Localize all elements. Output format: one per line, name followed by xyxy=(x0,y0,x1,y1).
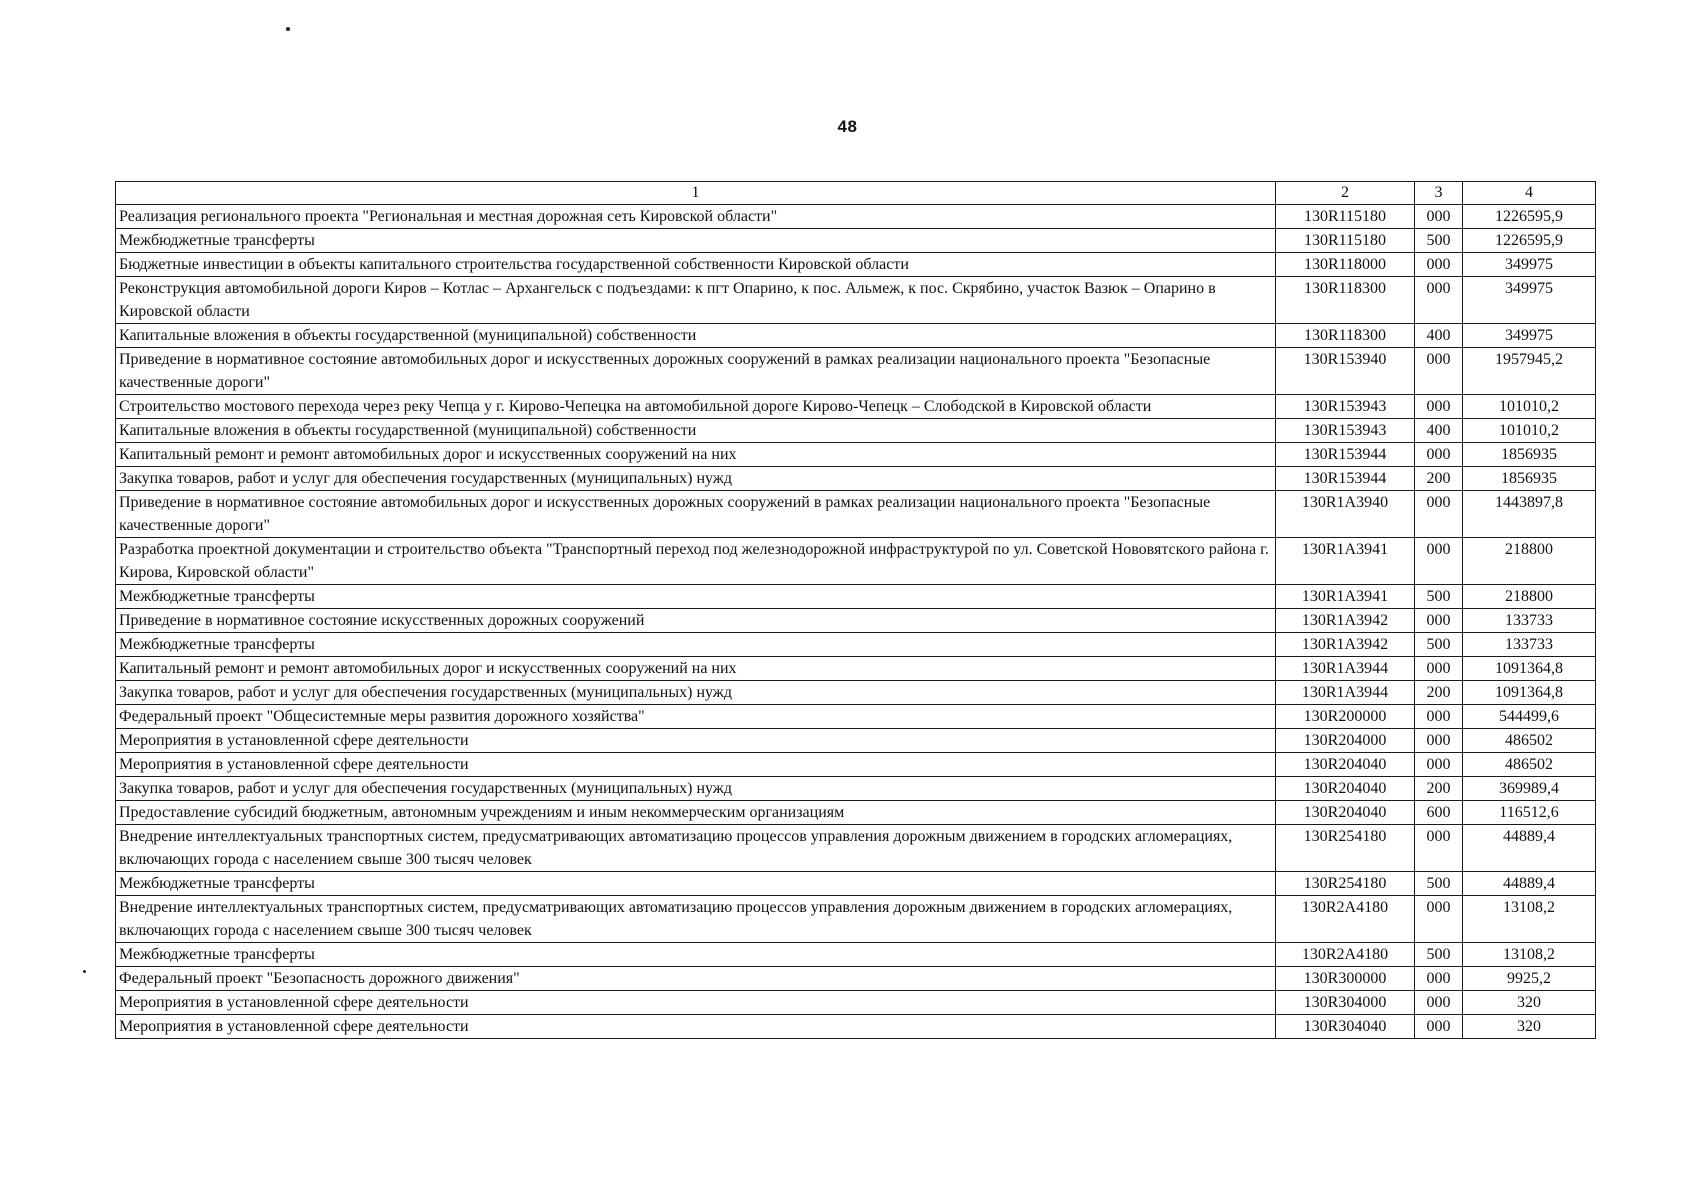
budget-table-container xyxy=(115,181,1595,1039)
code-cell: 130R1A3944 xyxy=(1276,657,1415,681)
amount-cell: 486502 xyxy=(1463,753,1596,777)
name-cell: Капитальный ремонт и ремонт автомобильных дорог и искусственных сооружений на них xyxy=(116,657,1276,681)
amount-cell: 1443897,8 xyxy=(1463,491,1596,538)
code-cell: 130R304040 xyxy=(1276,1015,1415,1039)
amount-cell: 1226595,9 xyxy=(1463,229,1596,253)
expense-type-cell: 400 xyxy=(1415,419,1463,443)
amount-cell: 9925,2 xyxy=(1463,967,1596,991)
code-cell: 130R118300 xyxy=(1276,324,1415,348)
header-row xyxy=(116,182,1596,205)
name-cell: Межбюджетные трансферты xyxy=(116,229,1276,253)
code-cell: 130R1A3941 xyxy=(1276,538,1415,585)
expense-type-cell: 200 xyxy=(1415,777,1463,801)
name-cell: Закупка товаров, работ и услуг для обеспечения государственных (муниципальных) нужд xyxy=(116,777,1276,801)
table-row xyxy=(116,967,1596,991)
name-cell: Закупка товаров, работ и услуг для обеспечения государственных (муниципальных) нужд xyxy=(116,467,1276,491)
expense-type-cell: 000 xyxy=(1415,825,1463,872)
table-row xyxy=(116,419,1596,443)
expense-type-cell: 000 xyxy=(1415,896,1463,943)
table-row xyxy=(116,348,1596,395)
table-row xyxy=(116,801,1596,825)
name-cell: Внедрение интеллектуальных транспортных систем, предусматривающих автоматизацию процессов управления дорожным движением в городских агломерациях, включающих города с населением свыше 300 тысяч человек xyxy=(116,896,1276,943)
table-row xyxy=(116,609,1596,633)
page-number: 48 xyxy=(837,117,858,136)
table-row xyxy=(116,585,1596,609)
name-cell: Внедрение интеллектуальных транспортных систем, предусматривающих автоматизацию процессов управления дорожным движением в городских агломерациях, включающих города с населением свыше 300 тысяч человек xyxy=(116,825,1276,872)
scan-speck xyxy=(286,27,290,31)
table-row xyxy=(116,229,1596,253)
code-cell: 130R2A4180 xyxy=(1276,943,1415,967)
name-cell: Реализация регионального проекта "Региональная и местная дорожная сеть Кировской области" xyxy=(116,205,1276,229)
code-cell: 130R204000 xyxy=(1276,729,1415,753)
table-row xyxy=(116,205,1596,229)
amount-cell: 218800 xyxy=(1463,585,1596,609)
expense-type-cell: 000 xyxy=(1415,967,1463,991)
code-cell: 130R115180 xyxy=(1276,229,1415,253)
name-cell: Мероприятия в установленной сфере деятельности xyxy=(116,729,1276,753)
name-cell: Межбюджетные трансферты xyxy=(116,943,1276,967)
name-cell: Межбюджетные трансферты xyxy=(116,633,1276,657)
table-row xyxy=(116,896,1596,943)
code-cell: 130R153943 xyxy=(1276,395,1415,419)
expense-type-cell: 500 xyxy=(1415,943,1463,967)
code-cell: 130R153943 xyxy=(1276,419,1415,443)
name-cell: Предоставление субсидий бюджетным, автономным учреждениям и иным некоммерческим организациям xyxy=(116,801,1276,825)
table-row xyxy=(116,705,1596,729)
name-cell: Строительство мостового перехода через реку Чепца у г. Кирово-Чепецка на автомобильной дороге Кирово-Чепецк – Слободской в Кировской области xyxy=(116,395,1276,419)
amount-cell: 101010,2 xyxy=(1463,395,1596,419)
column-header-1: 1 xyxy=(116,182,1276,205)
code-cell: 130R204040 xyxy=(1276,753,1415,777)
amount-cell: 320 xyxy=(1463,1015,1596,1039)
code-cell: 130R153944 xyxy=(1276,443,1415,467)
name-cell: Федеральный проект "Общесистемные меры развития дорожного хозяйства" xyxy=(116,705,1276,729)
expense-type-cell: 000 xyxy=(1415,443,1463,467)
expense-type-cell: 000 xyxy=(1415,657,1463,681)
name-cell: Межбюджетные трансферты xyxy=(116,585,1276,609)
table-row xyxy=(116,777,1596,801)
expense-type-cell: 000 xyxy=(1415,609,1463,633)
table-row xyxy=(116,825,1596,872)
code-cell: 130R254180 xyxy=(1276,825,1415,872)
amount-cell: 116512,6 xyxy=(1463,801,1596,825)
expense-type-cell: 000 xyxy=(1415,729,1463,753)
amount-cell: 1957945,2 xyxy=(1463,348,1596,395)
table-row xyxy=(116,633,1596,657)
table-row xyxy=(116,443,1596,467)
table-row xyxy=(116,538,1596,585)
column-header-2: 2 xyxy=(1276,182,1415,205)
expense-type-cell: 000 xyxy=(1415,753,1463,777)
expense-type-cell: 000 xyxy=(1415,705,1463,729)
table-row xyxy=(116,467,1596,491)
name-cell: Мероприятия в установленной сфере деятельности xyxy=(116,753,1276,777)
code-cell: 130R204040 xyxy=(1276,801,1415,825)
expense-type-cell: 000 xyxy=(1415,538,1463,585)
budget-table xyxy=(115,181,1596,1039)
table-row xyxy=(116,729,1596,753)
expense-type-cell: 000 xyxy=(1415,348,1463,395)
code-cell: 130R300000 xyxy=(1276,967,1415,991)
name-cell: Капитальный ремонт и ремонт автомобильных дорог и искусственных сооружений на них xyxy=(116,443,1276,467)
name-cell: Мероприятия в установленной сфере деятельности xyxy=(116,1015,1276,1039)
code-cell: 130R153940 xyxy=(1276,348,1415,395)
expense-type-cell: 000 xyxy=(1415,277,1463,324)
amount-cell: 218800 xyxy=(1463,538,1596,585)
name-cell: Приведение в нормативное состояние автомобильных дорог и искусственных дорожных сооружений в рамках реализации национального проекта "Безопасные качественные дороги" xyxy=(116,491,1276,538)
code-cell: 130R1A3941 xyxy=(1276,585,1415,609)
expense-type-cell: 000 xyxy=(1415,491,1463,538)
name-cell: Приведение в нормативное состояние искусственных дорожных сооружений xyxy=(116,609,1276,633)
name-cell: Бюджетные инвестиции в объекты капитального строительства государственной собственности Кировской области xyxy=(116,253,1276,277)
scan-speck xyxy=(83,970,86,973)
table-body xyxy=(116,205,1596,1039)
code-cell: 130R254180 xyxy=(1276,872,1415,896)
amount-cell: 320 xyxy=(1463,991,1596,1015)
expense-type-cell: 200 xyxy=(1415,681,1463,705)
name-cell: Межбюджетные трансферты xyxy=(116,872,1276,896)
table-row xyxy=(116,491,1596,538)
code-cell: 130R118000 xyxy=(1276,253,1415,277)
expense-type-cell: 000 xyxy=(1415,395,1463,419)
amount-cell: 544499,6 xyxy=(1463,705,1596,729)
name-cell: Капитальные вложения в объекты государственной (муниципальной) собственности xyxy=(116,324,1276,348)
amount-cell: 486502 xyxy=(1463,729,1596,753)
table-row xyxy=(116,395,1596,419)
amount-cell: 13108,2 xyxy=(1463,896,1596,943)
amount-cell: 1091364,8 xyxy=(1463,681,1596,705)
table-row xyxy=(116,657,1596,681)
name-cell: Разработка проектной документации и строительство объекта "Транспортный переход под железнодорожной инфраструктурой по ул. Советской Нововятского района г. Кирова, Кировской области" xyxy=(116,538,1276,585)
expense-type-cell: 200 xyxy=(1415,467,1463,491)
amount-cell: 133733 xyxy=(1463,633,1596,657)
name-cell: Мероприятия в установленной сфере деятельности xyxy=(116,991,1276,1015)
amount-cell: 101010,2 xyxy=(1463,419,1596,443)
expense-type-cell: 400 xyxy=(1415,324,1463,348)
amount-cell: 1856935 xyxy=(1463,467,1596,491)
table-row xyxy=(116,872,1596,896)
name-cell: Приведение в нормативное состояние автомобильных дорог и искусственных дорожных сооружений в рамках реализации национального проекта "Безопасные качественные дороги" xyxy=(116,348,1276,395)
name-cell: Федеральный проект "Безопасность дорожного движения" xyxy=(116,967,1276,991)
name-cell: Капитальные вложения в объекты государственной (муниципальной) собственности xyxy=(116,419,1276,443)
amount-cell: 349975 xyxy=(1463,277,1596,324)
code-cell: 130R200000 xyxy=(1276,705,1415,729)
code-cell: 130R115180 xyxy=(1276,205,1415,229)
code-cell: 130R1A3940 xyxy=(1276,491,1415,538)
code-cell: 130R304000 xyxy=(1276,991,1415,1015)
column-header-3: 3 xyxy=(1415,182,1463,205)
table-row xyxy=(116,324,1596,348)
expense-type-cell: 000 xyxy=(1415,991,1463,1015)
amount-cell: 1856935 xyxy=(1463,443,1596,467)
amount-cell: 1226595,9 xyxy=(1463,205,1596,229)
amount-cell: 349975 xyxy=(1463,324,1596,348)
code-cell: 130R118300 xyxy=(1276,277,1415,324)
table-row xyxy=(116,277,1596,324)
code-cell: 130R1A3944 xyxy=(1276,681,1415,705)
expense-type-cell: 600 xyxy=(1415,801,1463,825)
expense-type-cell: 500 xyxy=(1415,872,1463,896)
table-row xyxy=(116,753,1596,777)
name-cell: Реконструкция автомобильной дороги Киров – Котлас – Архангельск с подъездами: к пгт Опарино, к пос. Альмеж, к пос. Скрябино, участок Вазюк – Опарино в Кировской области xyxy=(116,277,1276,324)
amount-cell: 349975 xyxy=(1463,253,1596,277)
expense-type-cell: 000 xyxy=(1415,1015,1463,1039)
expense-type-cell: 500 xyxy=(1415,229,1463,253)
expense-type-cell: 500 xyxy=(1415,633,1463,657)
amount-cell: 369989,4 xyxy=(1463,777,1596,801)
table-row xyxy=(116,1015,1596,1039)
expense-type-cell: 000 xyxy=(1415,205,1463,229)
expense-type-cell: 000 xyxy=(1415,253,1463,277)
code-cell: 130R204040 xyxy=(1276,777,1415,801)
amount-cell: 13108,2 xyxy=(1463,943,1596,967)
amount-cell: 44889,4 xyxy=(1463,825,1596,872)
table-row xyxy=(116,991,1596,1015)
expense-type-cell: 500 xyxy=(1415,585,1463,609)
amount-cell: 1091364,8 xyxy=(1463,657,1596,681)
amount-cell: 133733 xyxy=(1463,609,1596,633)
table-row xyxy=(116,253,1596,277)
code-cell: 130R1A3942 xyxy=(1276,609,1415,633)
code-cell: 130R1A3942 xyxy=(1276,633,1415,657)
code-cell: 130R153944 xyxy=(1276,467,1415,491)
column-header-4: 4 xyxy=(1463,182,1596,205)
amount-cell: 44889,4 xyxy=(1463,872,1596,896)
table-row xyxy=(116,943,1596,967)
name-cell: Закупка товаров, работ и услуг для обеспечения государственных (муниципальных) нужд xyxy=(116,681,1276,705)
table-row xyxy=(116,681,1596,705)
code-cell: 130R2A4180 xyxy=(1276,896,1415,943)
